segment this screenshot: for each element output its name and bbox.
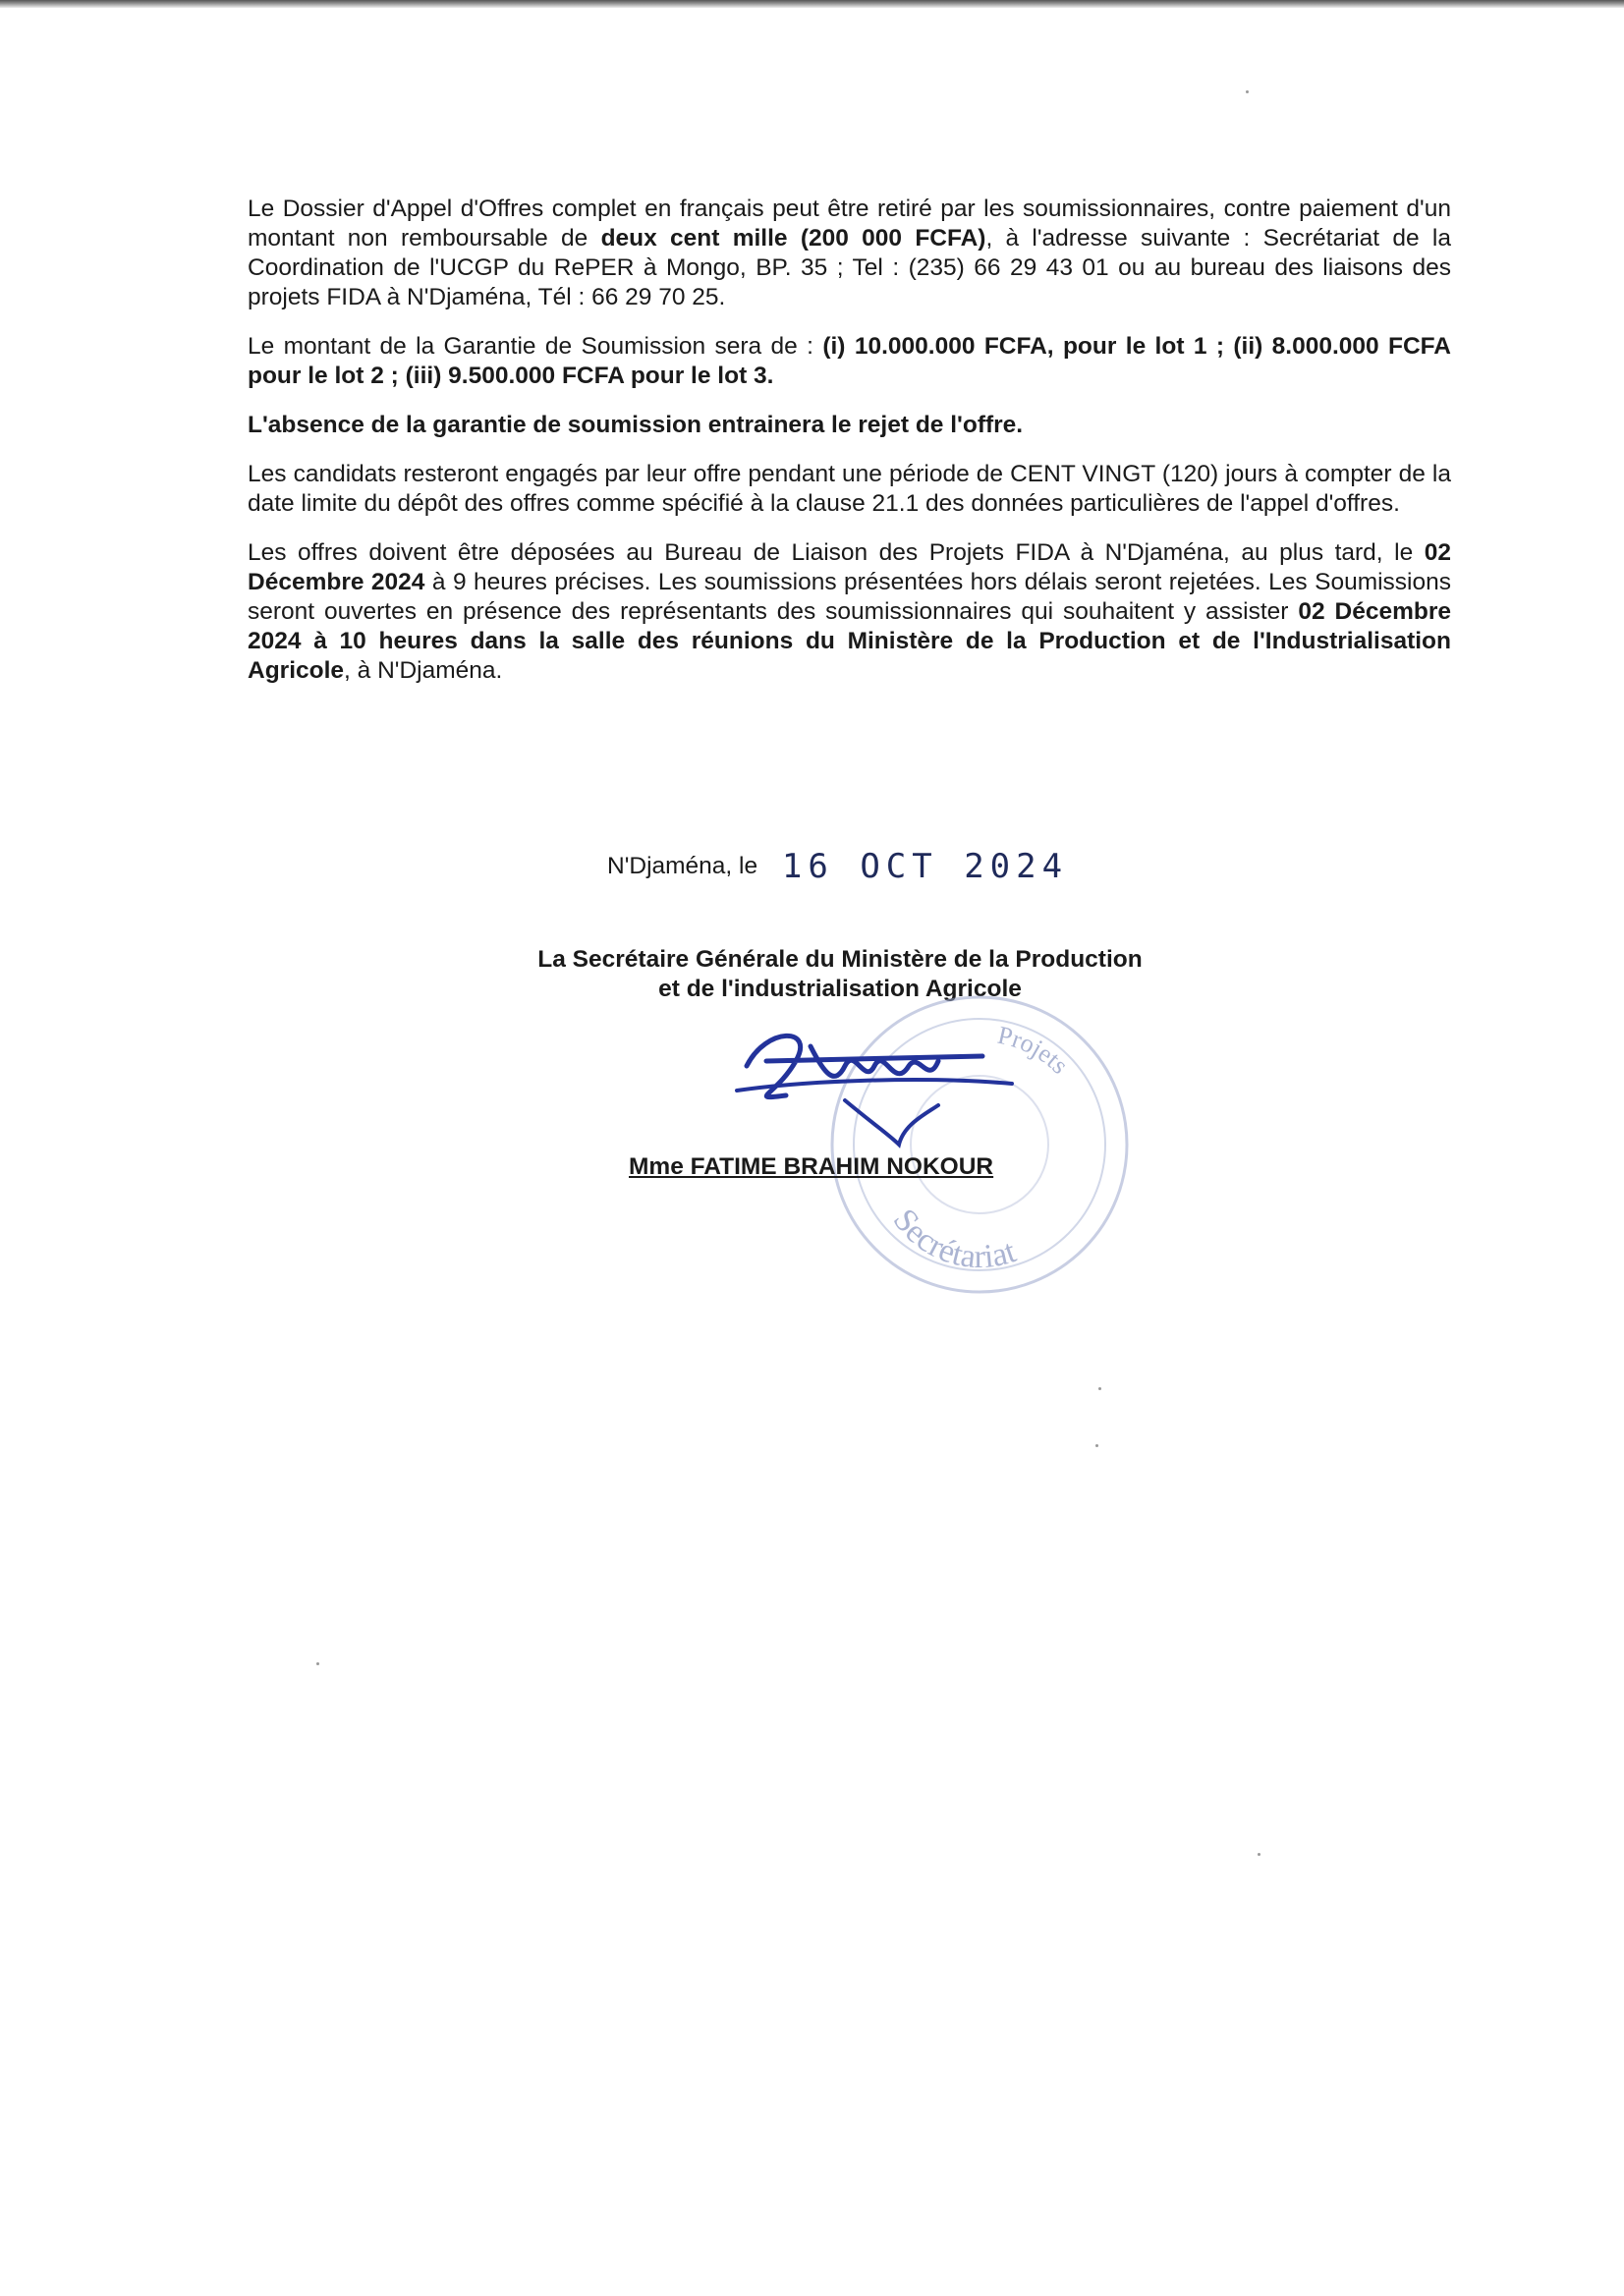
bold-text-segment: deux cent mille (200 000 FCFA): [600, 225, 986, 252]
scan-speck: [1246, 90, 1249, 93]
bold-text-segment: 02 Décembre 2024 à 10 heures dans la salle des réunions du Ministère de la Production et de l'Industrialisation Agricole: [248, 598, 1451, 684]
scan-speck: [1258, 1853, 1260, 1856]
place-date: [607, 847, 1068, 886]
text-segment: , à l'adresse suivante : Secrétariat de la Coordination de l'UCGP du RePER à Mongo, BP. 35 ; Tel : (235) 66 29 43 01 ou au bureau des liaisons des projets FIDA à N'Djaména, Tél : 66 29 70 25.: [248, 225, 1451, 310]
svg-text:Secrétariat: [886, 1203, 1022, 1275]
seal-text-bottom: Secrétariat: [885, 1202, 1021, 1276]
date-stamp: 16 OCT 2024: [781, 847, 1069, 886]
signatory-name: Mme FATIME BRAHIM NOKOUR: [629, 1153, 994, 1180]
bold-text-segment: 02 Décembre 2024: [248, 539, 1451, 595]
scan-speck: [316, 1662, 319, 1665]
scan-speck: [1098, 1387, 1101, 1390]
text-segment: à 9 heures précises. Les soumissions présentées hors délais seront rejetées. Les Soumissions seront ouvertes en présence des représentants des soumissionnaires qui souhaitent y assister: [248, 569, 1451, 625]
paragraph: [248, 538, 1451, 686]
text-segment: , à N'Djaména.: [344, 657, 503, 684]
seal-text-top: Projets: [994, 1020, 1075, 1080]
text-segment: Les offres doivent être déposées au Bureau de Liaison des Projets FIDA à N'Djaména, au plus tard, le: [248, 539, 1425, 566]
signatory-line-2: et de l'industrialisation Agricole: [658, 976, 1022, 1002]
text-segment: Le montant de la Garantie de Soumission sera de :: [248, 333, 823, 360]
document-body: [248, 195, 1451, 705]
paragraph: [248, 195, 1451, 312]
text-segment: Les candidats resteront engagés par leur offre pendant une période de CENT VINGT (120) jours à compter de la date limite du dépôt des offres comme spécifié à la clause 21.1 des données particulières de l'appel d'offres.: [248, 461, 1451, 517]
handwritten-signature: [727, 1007, 1022, 1154]
paragraph: [248, 332, 1451, 391]
bold-text-segment: (i) 10.000.000 FCFA, pour le lot 1 ; (ii) 8.000.000 FCFA pour le lot 2 ; (iii) 9.500.000 FCFA pour le lot 3.: [248, 333, 1451, 389]
paragraph: [248, 411, 1451, 440]
bold-text-segment: L'absence de la garantie de soumission entrainera le rejet de l'offre.: [248, 412, 1024, 438]
paragraph: [248, 460, 1451, 519]
scan-speck: [1095, 1444, 1098, 1447]
signatory-line-1: La Secrétaire Générale du Ministère de la Production: [537, 946, 1143, 973]
place-date-label: N'Djaména, le: [607, 853, 758, 879]
text-segment: Le Dossier d'Appel d'Offres complet en français peut être retiré par les soumissionnaires, contre paiement d'un montant non remboursable de: [248, 196, 1451, 252]
scan-top-edge: [0, 0, 1624, 8]
